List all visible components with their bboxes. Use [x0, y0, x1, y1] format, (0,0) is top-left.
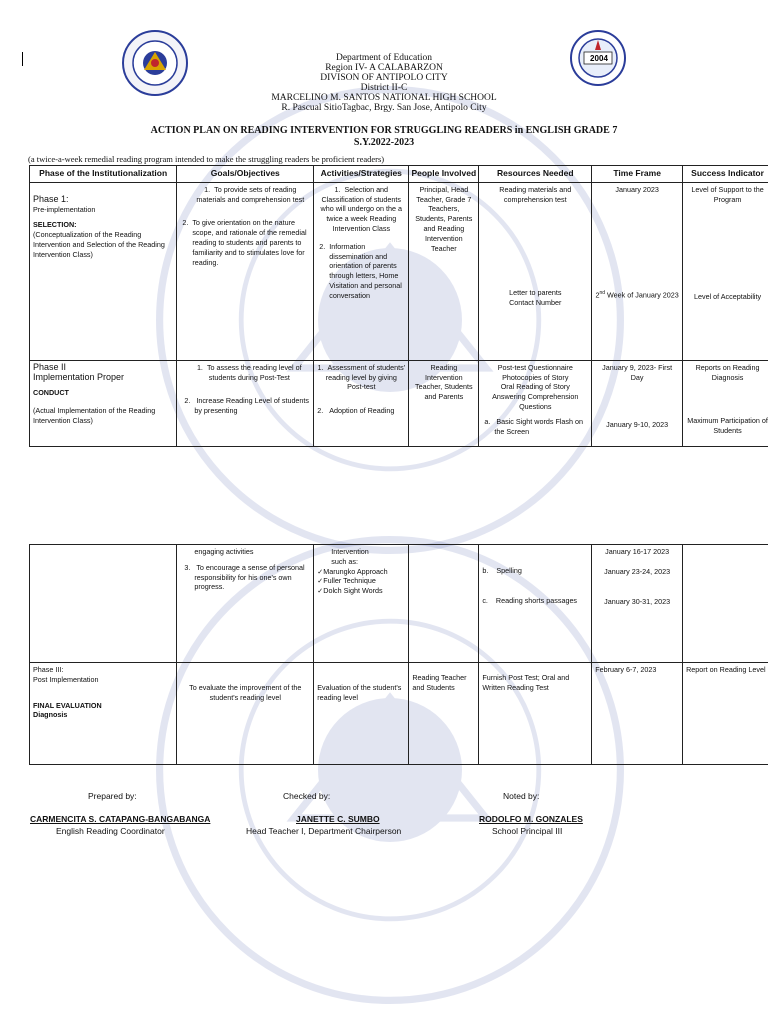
phase2-ind2: Maximum Participation of Students — [686, 416, 768, 436]
phase3-activities — [314, 663, 409, 765]
col-resources: Resources Needed — [479, 166, 592, 183]
table-header-row — [30, 166, 768, 183]
phase1-res3: Contact Number — [482, 298, 588, 308]
phase3-indicator: Report on Reading Level — [683, 663, 768, 765]
header-region: Region IV- A CALABARZON — [0, 63, 768, 74]
phase2-act2-such: such as: — [317, 557, 405, 567]
phase2-title: Phase II — [33, 363, 173, 373]
phase2-cont-cell — [30, 545, 177, 663]
phase2-goal3: 3. To encourage a sense of personal responsibility for his one's own progress. — [180, 563, 310, 592]
phase1-act1: 1. Selection and Classification of students who will undergo on the a twice a week Reading Intervention Class — [317, 185, 405, 234]
phase2-goals — [177, 360, 314, 446]
phase2-act2: 2. Adoption of Reading — [317, 406, 405, 416]
phase2-goal1-text: To assess the reading level of students during Post-Test — [207, 363, 302, 382]
phase1-goal2: 2. To give orientation on the nature scope, and rationale of the remedial reading to students and parents to familiarity and to stimulates love for reading. — [180, 218, 310, 267]
phase3-cell — [30, 663, 177, 765]
phase2-cont-people — [409, 545, 479, 663]
phase1-goals — [177, 182, 314, 360]
phase2-time5: January 30-31, 2023 — [595, 597, 679, 607]
phase2-act2-item: ✓Fuller Technique — [317, 576, 405, 586]
phase2-conduct-desc: (Actual Implementation of the Reading Intervention Class) — [33, 406, 173, 426]
phase2-goal2-cont: engaging activities — [180, 547, 310, 557]
phase2-res1: Post-test Questionnaire — [482, 363, 588, 373]
phase1-goal2-text: To give orientation on the nature scope, and rationale of the remedial reading to students and parents to familiarity and to stimulates love for reading. — [192, 218, 306, 266]
phase1-selection-desc: (Conceptualization of the Reading Intervention and Selection of the Reading Intervention Class) — [33, 230, 173, 259]
phase2-res-c-text: Reading shorts passages — [496, 596, 577, 605]
header-division: DIVISON OF ANTIPOLO CITY — [0, 73, 768, 84]
phase3-people — [409, 663, 479, 765]
phase2-act1: 1. Assessment of students' reading level by giving Post-test — [317, 363, 405, 392]
phase2-res2: Photocopies of Story — [482, 373, 588, 383]
table-row-phase2 — [30, 360, 768, 446]
phase2-resources — [479, 360, 592, 446]
phase3-final: FINAL EVALUATION — [33, 701, 173, 711]
phase2-res-b-text: Spelling — [496, 566, 522, 575]
phase2-act1-text: Assessment of students' reading level by giving Post-test — [326, 363, 405, 392]
phase2-people: Reading Intervention Teacher, Students and Parents — [409, 360, 479, 446]
phase3-time: February 6-7, 2023 — [592, 663, 683, 765]
phase2-res-a: a. Basic Sight words Flash on the Screen — [482, 417, 588, 437]
phase1-act2-text: Information dissemination and orientation of parents through letters, Home Visitation and personal conversation — [329, 242, 402, 300]
phase1-res1: Reading materials and comprehension test — [482, 185, 588, 205]
phase1-time2-num: 2 — [595, 290, 599, 299]
phase3-act: Evaluation of the student's reading level — [317, 683, 405, 703]
phase1-time1: January 2023 — [595, 185, 679, 195]
checked-by-name: JANETTE C. SUMBO — [296, 814, 380, 824]
phase2-cont-resources — [479, 545, 592, 663]
col-goals: Goals/Objectives — [177, 166, 314, 183]
header-school: MARCELINO M. SANTOS NATIONAL HIGH SCHOOL — [0, 93, 768, 104]
phase2-cell — [30, 360, 177, 446]
prepared-by-label: Prepared by: — [88, 791, 137, 801]
phase2-res3: Oral Reading of Story — [482, 382, 588, 392]
phase1-time2-sup: nd — [599, 290, 605, 296]
phase2-goal1: 1. To assess the reading level of students during Post-Test — [180, 363, 310, 383]
prepared-by-role: English Reading Coordinator — [56, 826, 165, 836]
phase1-time — [592, 182, 683, 360]
phase3-people-text: Reading Teacher and Students — [412, 673, 475, 693]
phase1-people: Principal, Head Teacher, Grade 7 Teachers, Students, Parents and Reading Intervention Teacher — [409, 182, 479, 360]
phase1-ind2: Level of Acceptability — [686, 292, 768, 302]
header-district: District II-C — [0, 83, 768, 94]
phase2-act2-item-text: Marungko Approach — [323, 567, 387, 576]
phase2-act2-item: ✓Marungko Approach — [317, 567, 405, 577]
header-dept: Department of Education — [0, 53, 768, 64]
action-plan-table-part2 — [29, 544, 768, 765]
phase2-time — [592, 360, 683, 446]
phase1-cell — [30, 182, 177, 360]
phase2-indicator — [683, 360, 768, 446]
document-title — [0, 125, 768, 149]
table-row-phase1 — [30, 182, 768, 360]
phase2-goal3-text: To encourage a sense of personal responsibility for his one's own progress. — [194, 563, 304, 592]
title-text: ACTION PLAN ON READING INTERVENTION FOR STRUGGLING READERS in ENGLISH GRADE 7 — [0, 125, 768, 137]
phase1-res2: Letter to parents — [482, 288, 588, 298]
phase1-subtitle: Pre-implementation — [33, 205, 173, 215]
noted-by-label: Noted by: — [503, 791, 539, 801]
phase2-cont-indicator — [683, 545, 768, 663]
phase1-indicator — [683, 182, 768, 360]
phase2-res4: Answering Comprehension Questions — [482, 392, 588, 412]
phase1-resources — [479, 182, 592, 360]
phase1-selection: SELECTION: — [33, 220, 173, 230]
phase3-subtitle: Post Implementation — [33, 675, 173, 685]
phase2-cont-goals — [177, 545, 314, 663]
phase2-res-c: c. Reading shorts passages — [482, 596, 588, 606]
phase1-act1-text: Selection and Classification of students who will undergo on the a twice a week Reading Intervention Class — [321, 185, 403, 233]
col-activities: Activities/Strategies — [314, 166, 409, 183]
phase3-diagnosis: Diagnosis — [33, 710, 173, 720]
phase1-title: Phase 1: — [33, 195, 173, 205]
phase2-act2-item: ✓Dolch Sight Words — [317, 586, 405, 596]
phase3-resources — [479, 663, 592, 765]
table-row-phase3 — [30, 663, 768, 765]
checked-by-label: Checked by: — [283, 791, 330, 801]
noted-by-role: School Principal III — [492, 826, 562, 836]
phase2-time1: January 9, 2023- First Day — [595, 363, 679, 383]
school-year: S.Y.2022-2023 — [0, 137, 768, 149]
phase2-cont-activities — [314, 545, 409, 663]
phase2-ind1: Reports on Reading Diagnosis — [686, 363, 768, 383]
phase3-goal: To evaluate the improvement of the student's reading level — [180, 683, 310, 703]
col-success-indicator: Success Indicator — [683, 166, 768, 183]
phase1-activities — [314, 182, 409, 360]
phase2-time3: January 16-17 2023 — [595, 547, 679, 557]
phase2-goal2: 2. Increase Reading Level of students by presenting — [180, 396, 310, 416]
col-phase: Phase of the Institutionalization — [30, 166, 177, 183]
phase2-res-b: b. Spelling — [482, 566, 588, 576]
phase2-goal2-text: Increase Reading Level of students by presenting — [194, 396, 309, 415]
table-row-phase2-cont — [30, 545, 768, 663]
phase2-activities — [314, 360, 409, 446]
school-seal-year-right: 04 — [599, 54, 608, 63]
header-address: R. Pascual SitioTagbac, Brgy. San Jose, Antipolo City — [0, 103, 768, 114]
phase2-conduct: CONDUCT — [33, 388, 173, 398]
phase1-time2 — [595, 289, 679, 300]
phase3-goals — [177, 663, 314, 765]
action-plan-table-part1 — [29, 165, 768, 447]
phase1-act2: 2. Information dissemination and orientation of parents through letters, Home Visitation and personal conversation — [317, 242, 405, 301]
phase2-act2-cont: Intervention — [317, 547, 405, 557]
phase2-time4: January 23-24, 2023 — [595, 567, 679, 577]
phase1-ind1: Level of Support to the Program — [686, 185, 768, 205]
phase1-time2-rest: Week of January 2023 — [605, 290, 679, 299]
program-note: (a twice-a-week remedial reading program intended to make the struggling readers be proficient readers) — [28, 154, 384, 164]
school-seal-year-left: 20 — [590, 54, 599, 63]
prepared-by-name: CARMENCITA S. CATAPANG-BANGABANGA — [30, 814, 210, 824]
col-time-frame: Time Frame — [592, 166, 683, 183]
phase3-res: Furnish Post Test; Oral and Written Reading Test — [482, 673, 588, 693]
phase1-goal1: 1. To provide sets of reading materials and comprehension test — [180, 185, 310, 205]
col-people: People Involved — [409, 166, 479, 183]
checked-by-role: Head Teacher I, Department Chairperson — [246, 826, 401, 836]
phase2-res-a-text: Basic Sight words Flash on the Screen — [494, 417, 583, 436]
noted-by-name: RODOLFO M. GONZALES — [479, 814, 733, 824]
phase2-time2: January 9-10, 2023 — [595, 420, 679, 430]
phase2-cont-time — [592, 545, 683, 663]
phase3-title: Phase III: — [33, 665, 173, 675]
phase2-act2-item-text: Dolch Sight Words — [323, 586, 382, 595]
phase2-act2-item-text: Fuller Technique — [323, 576, 376, 585]
phase1-goal1-text: To provide sets of reading materials and comprehension test — [196, 185, 304, 204]
phase2-subtitle: Implementation Proper — [33, 373, 173, 383]
phase2-act2-text: Adoption of Reading — [329, 406, 394, 415]
